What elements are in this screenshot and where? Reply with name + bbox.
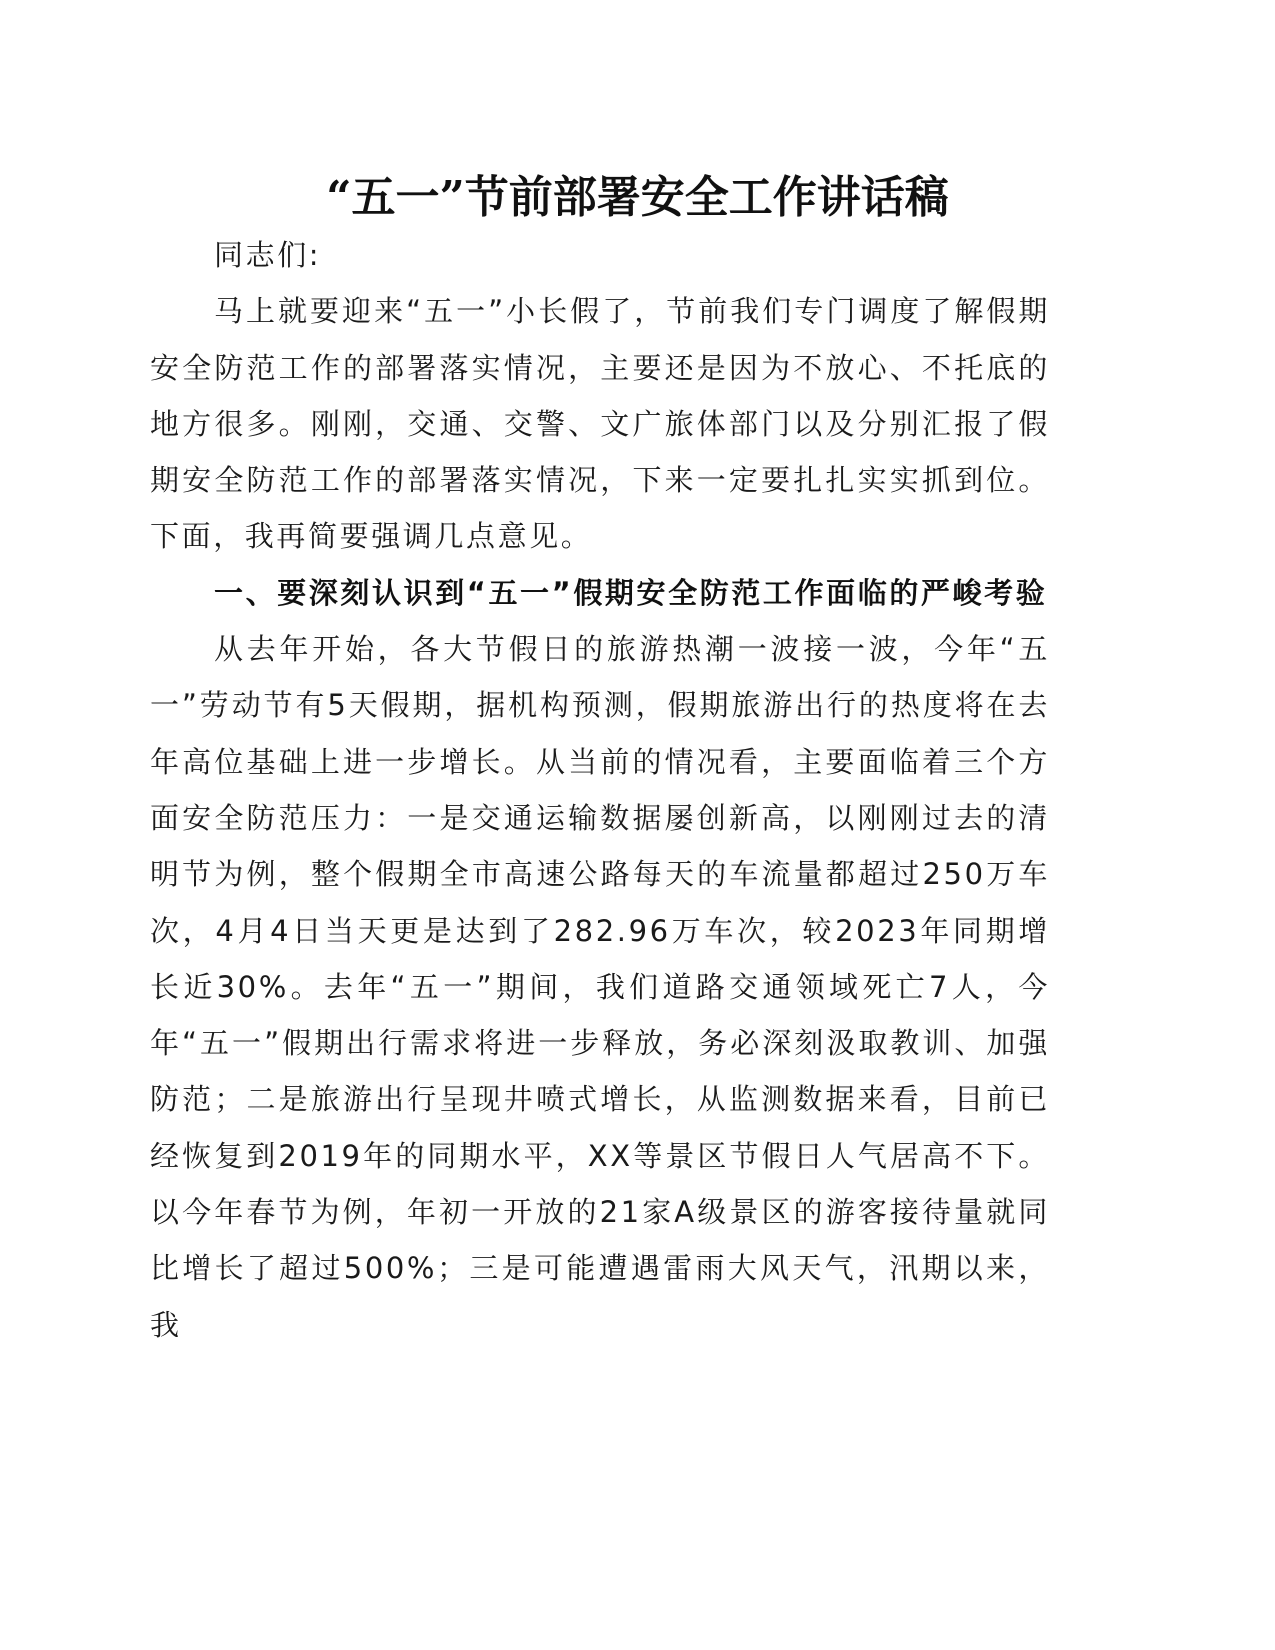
paragraph: 马上就要迎来“五一”小长假了，节前我们专门调度了解假期安全防范工作的部署落实情况，主要还是因为不放心、不托底的地方很多。刚刚，交通、交警、文广旅体部门以及分别汇报了假期安全防范工作的部署落实情况，下来一定要扎扎实实抓到位。下面，我再简要强调几点意见。	[150, 294, 1050, 554]
section-heading: 一、要深刻认识到“五一”假期安全防范工作面临的严峻考验	[214, 575, 1048, 610]
salutation: 同志们:	[214, 238, 322, 272]
paragraph: 从去年开始，各大节假日的旅游热潮一波接一波，今年“五一”劳动节有5天假期，据机构预测，假期旅游出行的热度将在去年高位基础上进一步增长。从当前的情况看，主要面临着三个方面安全防范压力：一是交通运输数据屡创新高，以刚刚过去的清明节为例，整个假期全市高速公路每天的车流量都超过250万车次，4月4日当天更是达到了282.96万车次，较2023年同期增长近30%。去年“五一”期间，我们道路交通领域死亡7人，今年“五一”假期出行需求将进一步释放，务必深刻汲取教训、加强防范；二是旅游出行呈现井喷式增长，从监测数据来看，目前已经恢复到2019年的同期水平，XX等景区节假日人气居高不下。以今年春节为例，年初一开放的21家A级景区的游客接待量就同比增长了超过500%；三是可能遭遇雷雨大风天气，汛期以来，我	[150, 632, 1050, 1342]
document-body	[150, 227, 1050, 1353]
page-title: “五一”节前部署安全工作讲话稿	[326, 172, 949, 223]
